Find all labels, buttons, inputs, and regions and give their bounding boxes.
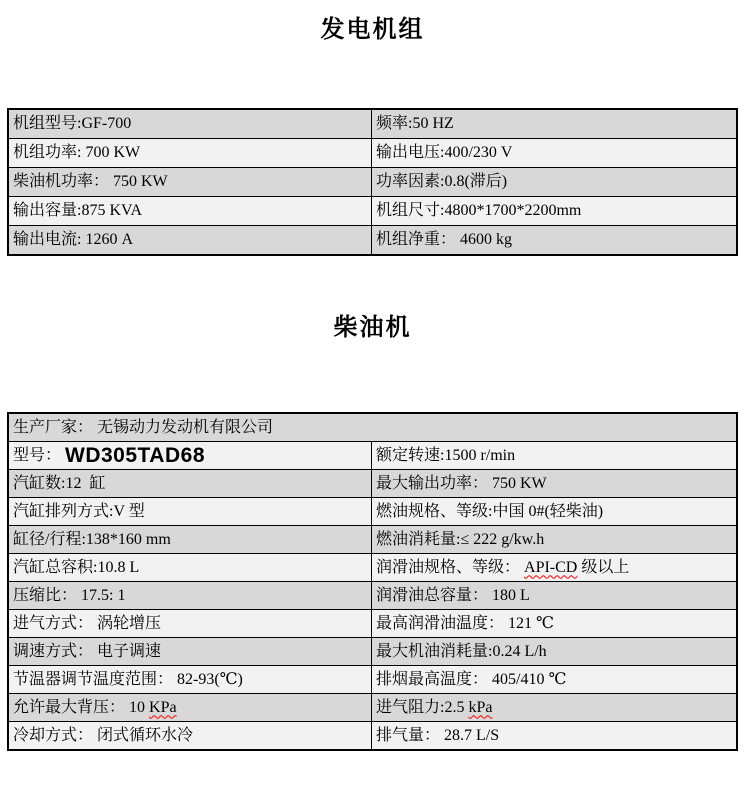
spec-cell <box>9 442 372 469</box>
cell-text: 润滑油总容量： 180 L <box>376 586 530 604</box>
cell-text: 输出容量:875 KVA <box>13 202 143 219</box>
spec-cell <box>372 582 736 609</box>
engine-section-title: 柴油机 <box>333 315 412 341</box>
cell-text: 冷却方式： 闭式循环水冷 <box>13 726 194 744</box>
cell-text: 输出电流: 1260 A <box>13 231 134 248</box>
cell-text: 生产厂家： 无锡动力发动机有限公司 <box>13 418 274 436</box>
spec-cell <box>9 226 372 254</box>
spec-cell <box>372 610 736 637</box>
spec-cell <box>372 722 736 749</box>
cell-text: 压缩比： 17.5: 1 <box>13 586 126 604</box>
spec-cell <box>9 722 372 749</box>
engine-section <box>0 313 745 751</box>
spec-cell <box>9 666 372 693</box>
table-row <box>9 497 736 525</box>
cell-text: 频率:50 HZ <box>376 115 454 132</box>
spec-cell <box>9 526 372 553</box>
spec-cell <box>9 470 372 497</box>
cell-text: 输出电压:400/230 V <box>376 144 513 161</box>
generator-section <box>0 0 745 256</box>
spec-cell <box>9 554 372 581</box>
table-row <box>9 665 736 693</box>
table-row <box>9 196 736 225</box>
cell-text: 最高润滑油温度： 121 ℃ <box>376 614 554 632</box>
table-row <box>9 138 736 167</box>
spec-cell <box>372 197 736 225</box>
table-row <box>9 525 736 553</box>
cell-text: 汽缸排列方式:V 型 <box>13 502 145 520</box>
cell-text: 功率因素:0.8(滞后) <box>376 173 508 190</box>
cell-text: 进气方式： 涡轮增压 <box>13 614 162 632</box>
misspelled-term: kPa <box>468 698 493 716</box>
spec-cell <box>9 168 372 196</box>
spec-cell <box>372 226 736 254</box>
cell-text: 额定转速:1500 r/min <box>376 447 516 464</box>
generator-spec-table <box>7 108 738 256</box>
spec-cell <box>372 110 736 138</box>
table-row <box>9 553 736 581</box>
cell-text: 进气阻力:2.5 <box>376 698 469 716</box>
spec-cell <box>372 694 736 721</box>
cell-text: 级以上 <box>577 558 630 576</box>
cell-text: 汽缸数:12 缸 <box>13 474 106 492</box>
cell-text: 机组型号:GF-700 <box>13 115 132 132</box>
spec-cell <box>9 197 372 225</box>
table-row <box>9 414 736 441</box>
generator-section-title: 发电机组 <box>320 17 425 43</box>
cell-text: 排烟最高温度： 405/410 ℃ <box>376 670 567 688</box>
engine-spec-table <box>7 412 738 751</box>
spec-cell <box>372 526 736 553</box>
spec-cell <box>372 638 736 665</box>
cell-text: 调速方式： 电子调速 <box>13 642 162 660</box>
table-row <box>9 441 736 469</box>
table-row <box>9 110 736 138</box>
spec-cell <box>372 168 736 196</box>
spec-cell <box>372 554 736 581</box>
cell-text: 汽缸总容积:10.8 L <box>13 558 140 576</box>
cell-text: 最大输出功率： 750 KW <box>376 474 547 492</box>
spec-cell <box>372 442 736 469</box>
cell-text: 排气量： 28.7 L/S <box>376 726 500 744</box>
model-number: WD305TAD68 <box>65 443 205 467</box>
table-row <box>9 469 736 497</box>
cell-text: 最大机油消耗量:0.24 L/h <box>376 642 547 660</box>
spec-cell <box>9 638 372 665</box>
spec-cell <box>9 694 372 721</box>
table-row <box>9 637 736 665</box>
table-row <box>9 225 736 254</box>
spec-cell <box>9 110 372 138</box>
spec-cell <box>372 666 736 693</box>
cell-text: 允许最大背压： 10 <box>13 698 150 716</box>
spec-cell <box>372 139 736 167</box>
cell-text: 燃油消耗量:≤ 222 g/kw.h <box>376 530 545 548</box>
cell-text: 机组净重： 4600 kg <box>376 231 513 248</box>
spec-cell <box>9 610 372 637</box>
spec-cell <box>9 139 372 167</box>
spec-cell <box>9 582 372 609</box>
table-row <box>9 581 736 609</box>
table-row <box>9 167 736 196</box>
spec-cell <box>372 470 736 497</box>
cell-text: 燃油规格、等级:中国 0#(轻柴油) <box>376 502 604 520</box>
misspelled-term: KPa <box>149 698 177 716</box>
cell-text: 润滑油规格、等级： <box>376 558 525 576</box>
cell-text: 型号： <box>13 446 66 464</box>
spec-cell <box>372 498 736 525</box>
cell-text: 节温器调节温度范围： 82-93(℃) <box>13 670 243 688</box>
spec-cell <box>9 414 736 441</box>
spec-cell <box>9 498 372 525</box>
table-row <box>9 721 736 749</box>
cell-text: 机组尺寸:4800*1700*2200mm <box>376 202 582 219</box>
cell-text: 机组功率: 700 KW <box>13 144 141 161</box>
cell-text: 柴油机功率： 750 KW <box>13 173 168 190</box>
cell-text: 缸径/行程:138*160 mm <box>13 530 171 548</box>
table-row <box>9 693 736 721</box>
misspelled-term: API-CD <box>524 558 578 576</box>
table-row <box>9 609 736 637</box>
